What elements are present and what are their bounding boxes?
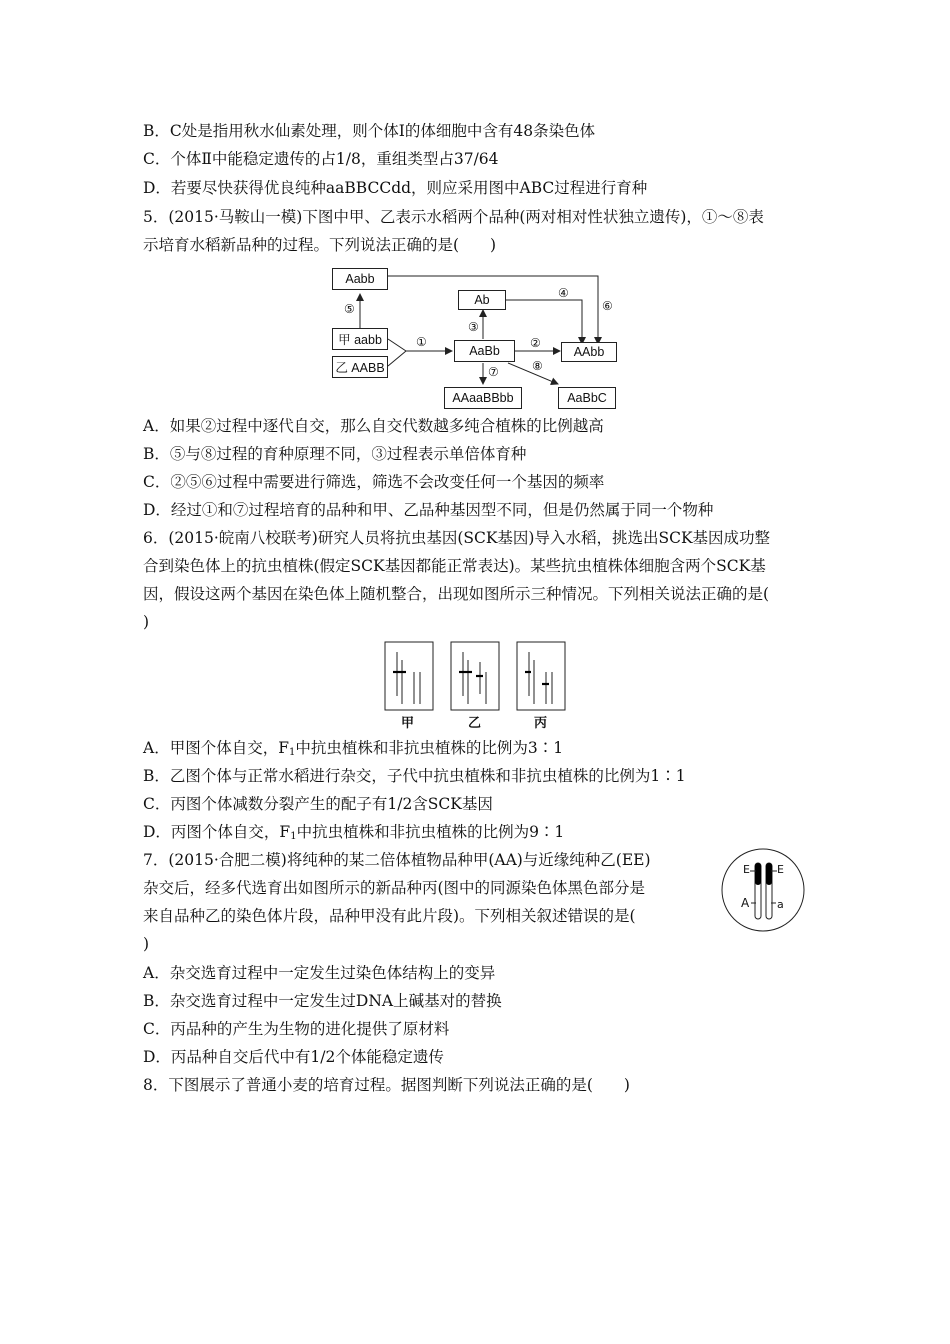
step-1-label: ①: [416, 335, 427, 349]
q7-chromosomes: [720, 847, 806, 933]
label-a-upper: A: [741, 896, 750, 910]
label-jia: 甲: [401, 716, 415, 731]
box-aabbc: AaBbC: [558, 387, 616, 409]
step-4-label: ④: [558, 286, 569, 300]
q7-option-d: D．丙品种自交后代中有1/2个体能稳定遗传: [143, 1048, 444, 1066]
q5-breeding-diagram: [330, 266, 630, 412]
box-aabb-center: AaBb: [454, 340, 515, 362]
label-yi: 乙: [468, 716, 482, 731]
q7-stem-1: 7．(2015·合肥二模)将纯种的某二倍体植物品种甲(AA)与近缘纯种乙(EE): [143, 851, 651, 869]
step-2-label: ②: [530, 336, 541, 350]
cell-jia: [385, 642, 433, 710]
box-jia-aabb: 甲 aabb: [332, 328, 388, 350]
q7-stem-2: 杂交后，经多代选育出如图所示的新品种丙(图中的同源染色体黑色部分是: [143, 879, 646, 897]
step-6-label: ⑥: [602, 299, 613, 313]
box-aabb-right: AAbb: [561, 342, 617, 362]
q5-option-b: B．⑤与⑧过程的育种原理不同，③过程表示单倍体育种: [143, 445, 527, 463]
q6-stem-1: 6．(2015·皖南八校联考)研究人员将抗虫基因(SCK基因)导入水稻，挑选出SCK基因成功整: [143, 529, 771, 547]
q5-stem-2: 示培育水稻新品种的过程。下列说法正确的是( ): [143, 236, 497, 254]
q6-option-c: C．丙图个体减数分裂产生的配子有1/2含SCK基因: [143, 795, 493, 813]
q5-option-d: D．经过①和⑦过程培育的品种和甲、乙品种基因型不同，但是仍然属于同一个物种: [143, 501, 714, 519]
q6-chromosome-figure: [384, 640, 570, 732]
arrow-4: [506, 300, 582, 344]
q7-stem-3: 来自品种乙的染色体片段，品种甲没有此片段)。下列相关叙述错误的是(: [143, 907, 636, 925]
cell-yi: [451, 642, 499, 710]
step-3-label: ③: [468, 320, 479, 334]
q4-option-d: D．若要尽快获得优良纯种aaBBCCdd，则应采用图中ABC过程进行育种: [143, 179, 648, 197]
box-ab: Ab: [458, 290, 506, 310]
q4-option-c: C．个体Ⅱ中能稳定遗传的占1/8，重组类型占37/64: [143, 150, 499, 168]
q7-stem-4: ): [143, 935, 150, 953]
cell-outline: [722, 849, 804, 931]
q6-stem-3: 因，假设这两个基因在染色体上随机整合，出现如图所示三种情况。下列相关说法正确的是(: [143, 585, 770, 603]
q7-option-c: C．丙品种的产生为生物的进化提供了原材料: [143, 1020, 450, 1038]
q7-cell-figure: [720, 847, 806, 933]
q4-option-b: B．C处是指用秋水仙素处理，则个体Ⅰ的体细胞中含有48条染色体: [143, 122, 596, 140]
q5-option-c: C．②⑤⑥过程中需要进行筛选，筛选不会改变任何一个基因的频率: [143, 473, 605, 491]
label-bing: 丙: [534, 716, 548, 731]
q5-stem-1: 5．(2015·马鞍山一模)下图中甲、乙表示水稻两个品种(两对相对性状独立遗传)，①～⑧表: [143, 208, 764, 226]
q7-option-b: B．杂交选育过程中一定发生过DNA上碱基对的替换: [143, 992, 502, 1010]
box-aabb-top: Aabb: [332, 268, 388, 290]
q5-option-a: A．如果②过程中逐代自交，那么自交代数越多纯合植株的比例越高: [143, 417, 604, 435]
q8-stem: 8．下图展示了普通小麦的培育过程。据图判断下列说法正确的是( ): [143, 1076, 630, 1094]
box-yi-aabb: 乙 AABB: [332, 356, 388, 378]
step-5-label: ⑤: [344, 302, 355, 316]
step-7-label: ⑦: [488, 365, 499, 379]
label-e-right: E: [777, 863, 784, 876]
box-aaaabbbb: AAaaBBbb: [444, 387, 522, 409]
q6-option-a: A．甲图个体自交，$F_1$中抗虫植株和非抗虫植株的比例为3∶1: [143, 739, 564, 758]
q7-option-a: A．杂交选育过程中一定发生过染色体结构上的变异: [143, 964, 496, 982]
q6-stem-4: ): [143, 613, 150, 631]
q6-option-b: B．乙图个体与正常水稻进行杂交，子代中抗虫植株和非抗虫植株的比例为1∶1: [143, 767, 686, 785]
q6-stem-2: 合到染色体上的抗虫植株(假定SCK基因都能正常表达)。某些抗虫植株体细胞含两个SCK基: [143, 557, 766, 575]
label-e-left: E: [743, 863, 750, 876]
q6-cells: [384, 640, 570, 716]
q6-option-d: D．丙图个体自交，$F_1$中抗虫植株和非抗虫植株的比例为9∶1: [143, 823, 565, 842]
label-a-lower: a: [777, 898, 784, 911]
cell-bing: [517, 642, 565, 710]
step-8-label: ⑧: [532, 359, 543, 373]
